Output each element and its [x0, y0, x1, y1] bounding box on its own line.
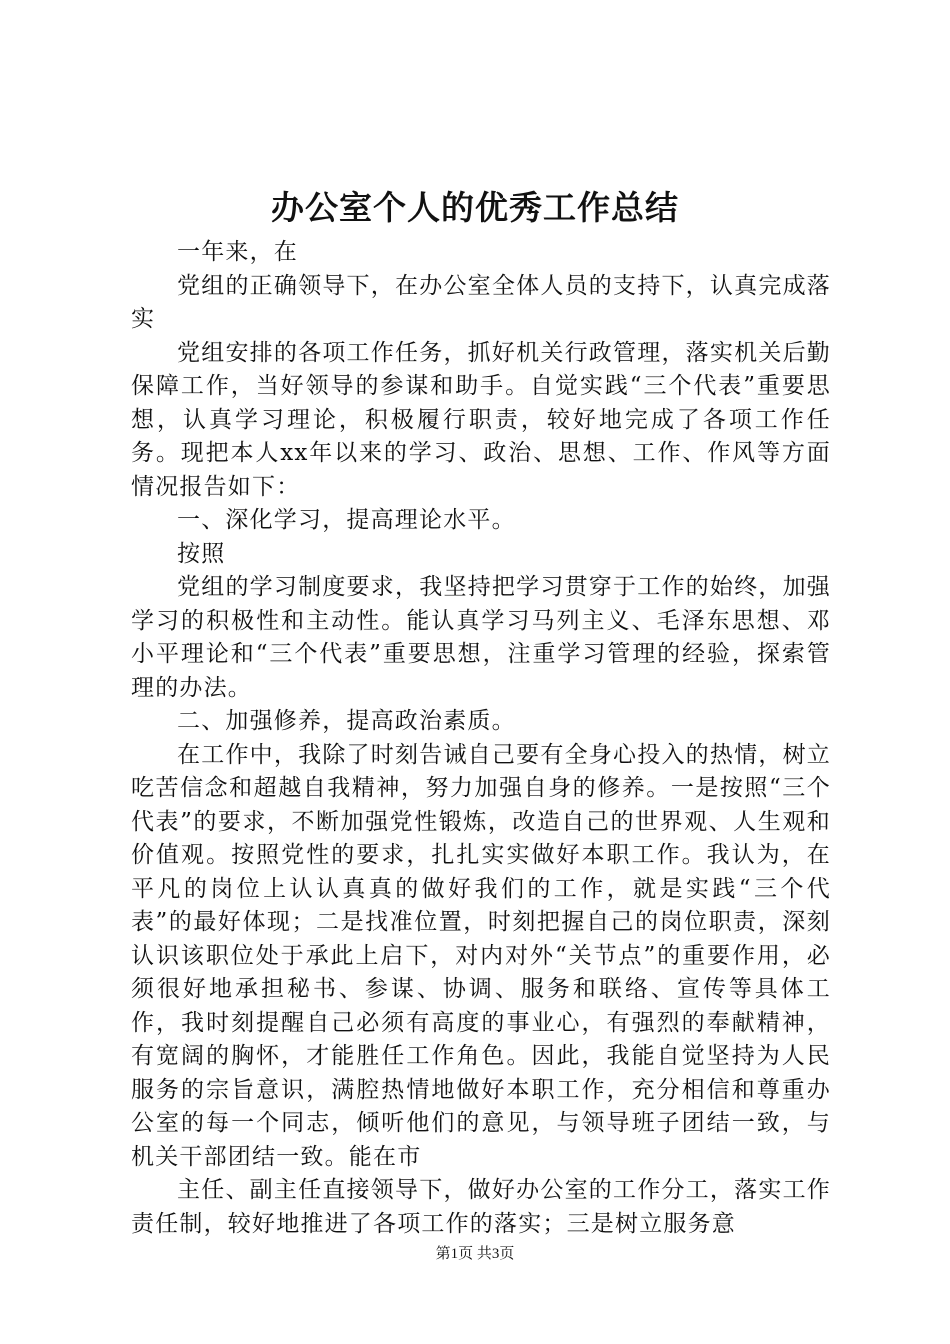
document-title: 办公室个人的优秀工作总结	[271, 188, 679, 227]
paragraph: 党组的学习制度要求，我坚持把学习贯穿于工作的始终，加强学习的积极性和主动性。能认真学习马列主义、毛泽东思想、邓小平理论和“三个代表”重要思想，注重学习管理的经验，探索管理的办法。	[131, 574, 831, 701]
section-heading: 二、加强修养，提高政治素质。	[177, 708, 516, 734]
paragraph: 按照	[177, 540, 226, 567]
document-body	[131, 236, 831, 1241]
paragraph: 一年来，在	[177, 239, 298, 265]
paragraph: 党组安排的各项工作任务，抓好机关行政管理，落实机关后勤保障工作，当好领导的参谋和助手。自觉实践“三个代表”重要思想，认真学习理论，积极履行职责，较好地完成了各项工作任务。现把本人xx年以来的学习、政治、思想、工作、作风等方面情况报告如下：	[131, 339, 831, 500]
section-heading: 一、深化学习，提高理论水平。	[177, 507, 516, 533]
paragraph: 主任、副主任直接领导下，做好办公室的工作分工，落实工作责任制，较好地推进了各项工作的落实；三是树立服务意	[131, 1177, 831, 1237]
paragraph: 在工作中，我除了时刻告诫自己要有全身心投入的热情，树立吃苦信念和超越自我精神，努力加强自身的修养。一是按照“三个代表”的要求，不断加强党性锻炼，改造自己的世界观、人生观和价值观。按照党性的要求，扎扎实实做好本职工作。我认为，在平凡的岗位上认认真真的做好我们的工作，就是实践“三个代表”的最好体现；二是找准位置，时刻把握自己的岗位职责，深刻认识该职位处于承此上启下，对内对外“关节点”的重要作用，必须很好地承担秘书、参谋、协调、服务和联络、宣传等具体工作，我时刻提醒自己必须有高度的事业心，有强烈的奉献精神，有宽阔的胸怀，才能胜任工作角色。因此，我能自觉坚持为人民服务的宗旨意识，满腔热情地做好本职工作，充分相信和尊重办公室的每一个同志，倾听他们的意见，与领导班子团结一致，与机关干部团结一致。能在市	[131, 741, 831, 1170]
page-number-footer: 第1页 共3页	[435, 1246, 515, 1262]
paragraph: 党组的正确领导下，在办公室全体人员的支持下，认真完成落实	[131, 272, 831, 332]
